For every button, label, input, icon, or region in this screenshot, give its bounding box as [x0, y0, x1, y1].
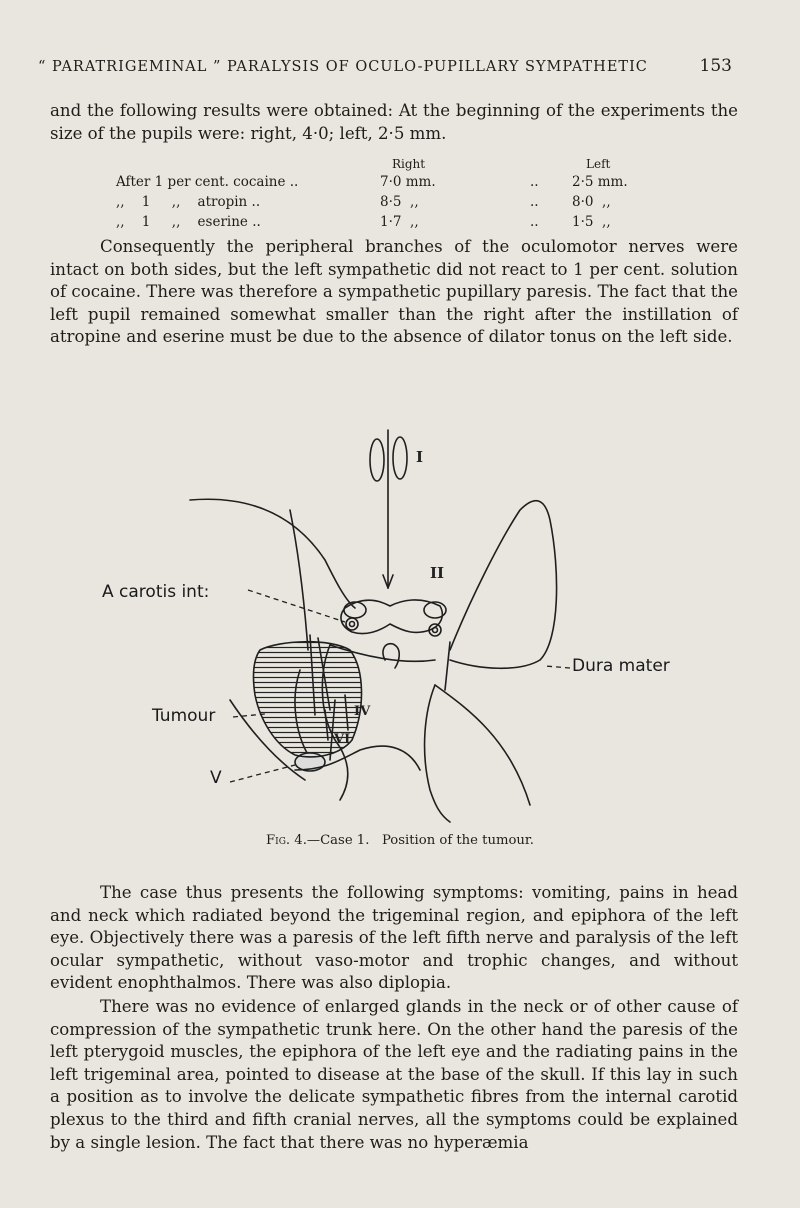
- caption-prefix: Fig. 4.: [266, 833, 307, 848]
- olfactory-tract-right: [393, 437, 407, 479]
- row-label: ,, 1 ,, atropin ..: [116, 194, 261, 210]
- table-row: [116, 172, 672, 192]
- label-nerve-ii: II: [430, 564, 445, 582]
- row-label: ,, 1 ,, eserine ..: [116, 214, 261, 230]
- row-left: 1·5 ,,: [572, 214, 611, 230]
- row-left: 8·0 ,,: [572, 194, 611, 210]
- table-row: [116, 212, 672, 232]
- caption-text: —Case 1. Position of the tumour.: [306, 833, 534, 848]
- row-right: 7·0 mm.: [380, 174, 436, 190]
- row-right: 8·5 ,,: [380, 194, 419, 210]
- paragraph-consequently: Consequently the peripheral branches of the oculomotor nerves were intact on both sides, but the left sympathetic did not react to 1 per cent. solution of cocaine. There was therefore a sympathetic pupillary paresis. The fact that the left pupil remained somewhat smaller than the right after the instillation of atropine and eserine must be due to the absence of dilator tonus on the left side.: [50, 237, 738, 347]
- page-number: 153: [699, 56, 732, 76]
- row-label: After 1 per cent. cocaine ..: [116, 174, 299, 190]
- figure-caption: [0, 833, 800, 848]
- anatomical-drawing: [90, 410, 730, 825]
- col-left-header: Left: [586, 157, 611, 171]
- paragraph-evidence: There was no evidence of enlarged glands in the neck or of other cause of compression of the sympathetic trunk here. On the other hand the paresis of the left pterygoid muscles, the epiphora of the left eye and the radiating pains in the left trigeminal area, pointed to disease at the base of the skull. If this lay in such a position as to involve the delicate sympathetic fibres from the internal carotid plexus to the third and fifth cranial nerves, all the symptoms could be explained by a single lesion. The fact that there was no hyperæmia: [50, 997, 738, 1152]
- running-header: [38, 56, 732, 76]
- paragraph-symptoms: The case thus presents the following symptoms: vomiting, pains in head and neck which radiated beyond the trigeminal region, and epiphora of the left eye. Objectively there was a paresis of the left fifth nerve and paralysis of the left ocular sympathetic, without vaso-motor and trophic changes, and without evident enophthalmos. There was also diplopia.: [50, 883, 738, 993]
- label-nerve-i: I: [416, 448, 424, 466]
- row-left: 2·5 mm.: [572, 174, 628, 190]
- row-sep: ..: [530, 174, 539, 190]
- col-right-header: Right: [392, 157, 426, 171]
- label-nerve-iv: IV: [354, 704, 371, 719]
- label-carotis: A carotis int:: [102, 582, 210, 602]
- running-title: “ PARATRIGEMINAL ” PARALYSIS OF OCULO-PUPILLARY SYMPATHETIC: [38, 59, 648, 75]
- optic-nerve-left: [344, 602, 366, 618]
- label-nerve-vi: VI: [334, 732, 351, 747]
- label-tumour: Tumour: [152, 706, 216, 726]
- olfactory-tract-left: [370, 439, 384, 481]
- label-nerve-v: V: [210, 768, 222, 788]
- row-right: 1·7 ,,: [380, 214, 419, 230]
- carotid-left: [346, 618, 358, 630]
- table-row: [116, 192, 672, 212]
- row-sep: ..: [530, 194, 539, 210]
- label-dura-mater: Dura mater: [572, 656, 670, 676]
- table-header-row: [116, 154, 672, 172]
- pupil-table: [116, 154, 672, 232]
- intro-paragraph: and the following results were obtained: At the beginning of the experiments the size of the pupils were: right, 4·0; left, 2·5 mm.: [50, 101, 738, 143]
- row-sep: ..: [530, 214, 539, 230]
- figure-4: [90, 410, 730, 825]
